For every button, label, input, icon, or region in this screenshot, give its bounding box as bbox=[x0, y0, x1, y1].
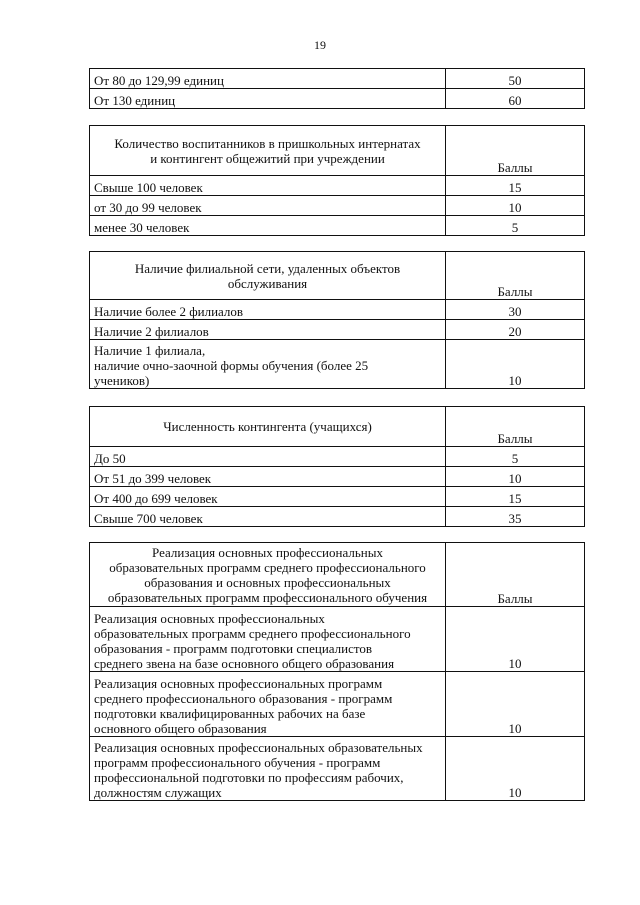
score-table-boarding bbox=[89, 125, 585, 236]
table-header-row bbox=[90, 126, 585, 176]
row-score: 5 bbox=[446, 447, 585, 467]
row-score: 20 bbox=[446, 320, 585, 340]
row-score: 10 bbox=[446, 672, 585, 737]
table-header-row bbox=[90, 252, 585, 300]
table-header-row bbox=[90, 407, 585, 447]
header-line: Наличие филиальной сети, удаленных объектов bbox=[134, 260, 401, 276]
row-label: От 51 до 399 человек bbox=[90, 467, 446, 487]
header-line: образовательных программ профессионального обучения bbox=[107, 589, 428, 605]
header-score: Баллы bbox=[446, 252, 585, 300]
header-label bbox=[90, 126, 446, 176]
row-line: Реализация основных профессиональных bbox=[94, 611, 325, 626]
header-label: Численность контингента (учащихся) bbox=[90, 407, 446, 447]
row-score: 35 bbox=[446, 507, 585, 527]
header-line: образовательных программ среднего профессионального bbox=[109, 559, 426, 575]
header-line: Реализация основных профессиональных bbox=[152, 544, 383, 560]
table-row bbox=[90, 300, 585, 320]
row-score: 10 bbox=[446, 196, 585, 216]
row-score: 10 bbox=[446, 340, 585, 389]
row-label: От 80 до 129,99 единиц bbox=[90, 69, 446, 89]
row-line: Реализация основных профессиональных образовательных bbox=[94, 740, 423, 755]
table-row bbox=[90, 737, 585, 801]
row-line: Реализация основных профессиональных программ bbox=[94, 676, 383, 691]
table-row bbox=[90, 216, 585, 236]
table-row bbox=[90, 507, 585, 527]
row-score: 10 bbox=[446, 467, 585, 487]
table-row bbox=[90, 320, 585, 340]
table-row bbox=[90, 69, 585, 89]
header-label bbox=[90, 543, 446, 607]
row-label bbox=[90, 672, 446, 737]
table-row bbox=[90, 447, 585, 467]
row-line: среднего профессионального образования - программ bbox=[94, 691, 393, 706]
row-label: от 30 до 99 человек bbox=[90, 196, 446, 216]
row-label bbox=[90, 737, 446, 801]
row-line: образования - программ подготовки специалистов bbox=[94, 641, 373, 656]
row-label: Наличие более 2 филиалов bbox=[90, 300, 446, 320]
row-label: От 130 единиц bbox=[90, 89, 446, 109]
table-header-row bbox=[90, 543, 585, 607]
table-row bbox=[90, 467, 585, 487]
header-score: Баллы bbox=[446, 407, 585, 447]
header-score: Баллы bbox=[446, 126, 585, 176]
header-line: образования и основных профессиональных bbox=[144, 574, 391, 590]
header-score: Баллы bbox=[446, 543, 585, 607]
score-table-programs bbox=[89, 542, 585, 801]
row-line: Наличие 1 филиала, bbox=[94, 343, 206, 358]
row-line: профессиональной подготовки по профессиям рабочих, bbox=[94, 770, 404, 785]
row-label: менее 30 человек bbox=[90, 216, 446, 236]
header-line: Количество воспитанников в пришкольных интернатах bbox=[114, 135, 421, 151]
row-label: Свыше 700 человек bbox=[90, 507, 446, 527]
row-score: 10 bbox=[446, 607, 585, 672]
row-score: 60 bbox=[446, 89, 585, 109]
row-line: образовательных программ среднего профессионального bbox=[94, 626, 411, 641]
table-row bbox=[90, 176, 585, 196]
row-label: Свыше 100 человек bbox=[90, 176, 446, 196]
table-row bbox=[90, 196, 585, 216]
header-label bbox=[90, 252, 446, 300]
score-table-enrollment bbox=[89, 406, 585, 527]
row-label: До 50 bbox=[90, 447, 446, 467]
row-label bbox=[90, 340, 446, 389]
row-label bbox=[90, 607, 446, 672]
table-row bbox=[90, 340, 585, 389]
score-table-branches bbox=[89, 251, 585, 389]
page-number: 19 bbox=[314, 38, 326, 52]
row-label: От 400 до 699 человек bbox=[90, 487, 446, 507]
table-row bbox=[90, 89, 585, 109]
table-row bbox=[90, 672, 585, 737]
row-score: 5 bbox=[446, 216, 585, 236]
row-label: Наличие 2 филиалов bbox=[90, 320, 446, 340]
table-row bbox=[90, 607, 585, 672]
header-line: обслуживания bbox=[227, 275, 308, 291]
row-line: среднего звена на базе основного общего образования bbox=[94, 656, 395, 671]
row-line: наличие очно-заочной формы обучения (более 25 bbox=[94, 358, 369, 373]
row-line: должностям служащих bbox=[94, 785, 222, 800]
score-table-volume bbox=[89, 68, 585, 109]
header-line: и контингент общежитий при учреждении bbox=[150, 150, 385, 166]
row-score: 15 bbox=[446, 487, 585, 507]
table-row bbox=[90, 487, 585, 507]
row-score: 10 bbox=[446, 737, 585, 801]
row-score: 30 bbox=[446, 300, 585, 320]
row-line: подготовки квалифицированных рабочих на базе bbox=[94, 706, 366, 721]
row-score: 15 bbox=[446, 176, 585, 196]
row-line: программ профессионального обучения - программ bbox=[94, 755, 381, 770]
row-line: учеников) bbox=[94, 373, 150, 388]
row-line: основного общего образования bbox=[94, 721, 267, 736]
row-score: 50 bbox=[446, 69, 585, 89]
